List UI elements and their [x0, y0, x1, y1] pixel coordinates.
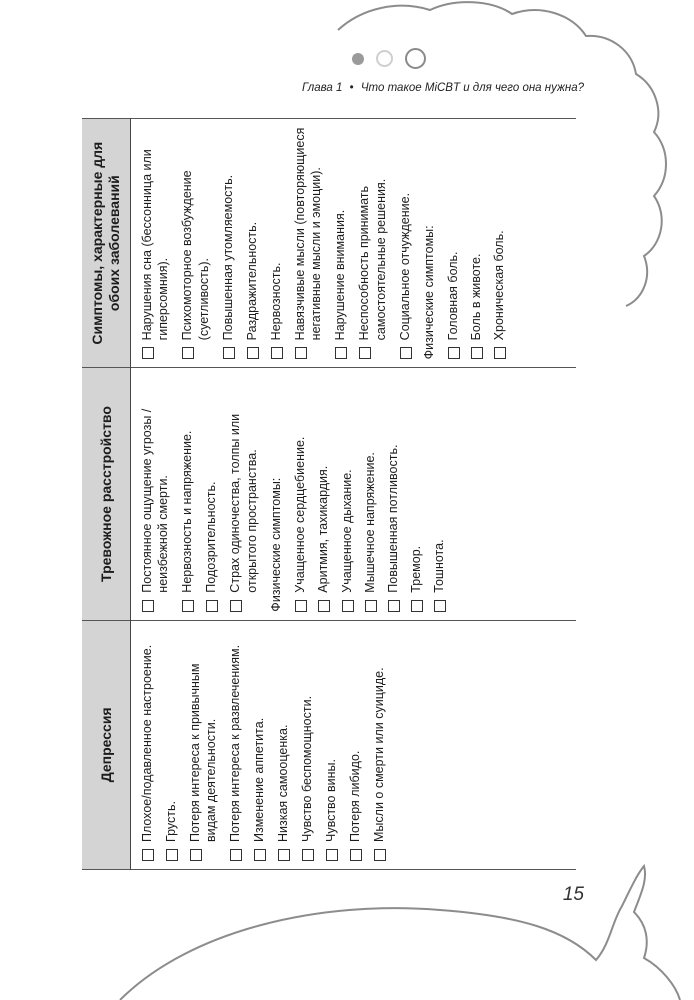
anxiety-column [131, 368, 577, 620]
checkbox[interactable] [182, 600, 194, 612]
checkbox[interactable] [471, 347, 483, 359]
item-text: Постоянное ощущение угрозы / неизбежной смерти. [140, 408, 171, 593]
checklist-item[interactable] [187, 627, 220, 861]
checklist-item[interactable] [385, 374, 401, 611]
checkbox[interactable] [295, 600, 307, 612]
item-text: Плохое/подавленное настроение. [140, 644, 154, 842]
header-depression: Депрессия [82, 620, 131, 869]
checkbox[interactable] [374, 849, 386, 861]
common-checklist [139, 125, 413, 359]
checklist-item[interactable] [356, 125, 389, 359]
physical-symptoms-label: Физические симптомы: [268, 477, 283, 612]
chapter-title: Что такое MiCBT и для чего она нужна? [360, 82, 584, 94]
checklist-item[interactable] [179, 125, 212, 359]
common-column [131, 119, 577, 368]
checklist-item[interactable] [139, 627, 155, 861]
checklist-item[interactable] [299, 627, 315, 861]
item-text: Навязчивые мысли (повторяющиеся негативные мысли и эмоции). [292, 127, 324, 341]
checklist-item[interactable] [179, 374, 195, 611]
checklist-item[interactable] [445, 125, 461, 359]
checklist-item[interactable] [315, 374, 331, 611]
item-text: Психомоторное возбуждение (суетливость). [180, 170, 211, 341]
checklist-item[interactable] [468, 125, 484, 359]
dot-hollow-dark [405, 48, 426, 69]
table-body-row [131, 119, 577, 870]
checklist-item[interactable] [408, 374, 424, 611]
item-text: Повышенная потливость. [386, 444, 401, 593]
checklist-item[interactable] [292, 374, 308, 611]
item-text: Социальное отчуждение. [397, 192, 412, 341]
checkbox[interactable] [230, 600, 242, 612]
depression-checklist [139, 627, 388, 861]
item-text: Чувство беспомощности. [300, 695, 315, 842]
checklist-item[interactable] [362, 374, 378, 611]
item-text: Тремор. [409, 545, 424, 593]
item-text: Тошнота. [432, 539, 447, 593]
checkbox[interactable] [335, 347, 347, 359]
checklist-item[interactable] [397, 125, 413, 359]
checklist-item[interactable] [227, 627, 243, 861]
checklist-item[interactable] [292, 125, 325, 359]
checklist-item[interactable] [139, 125, 172, 359]
symptom-table [82, 118, 576, 870]
item-text: Неспособность принимать самостоятельные решения. [357, 178, 388, 341]
cloud-outline-bottom [120, 866, 680, 1000]
item-text: Хроническая боль. [492, 230, 507, 341]
checkbox[interactable] [247, 347, 259, 359]
item-text: Повышенная утомляемость. [220, 174, 235, 341]
checklist-item[interactable] [203, 374, 219, 611]
item-text: Подозрительность. [204, 481, 219, 593]
checklist-item[interactable] [139, 374, 172, 611]
item-text: Головная боль. [446, 251, 461, 341]
checkbox[interactable] [350, 849, 362, 861]
physical-symptoms-label: Физические симптомы: [421, 225, 436, 360]
checkbox[interactable] [142, 600, 154, 612]
checklist-item[interactable] [491, 125, 507, 359]
item-text: Учащенное сердцебиение. [293, 436, 308, 593]
item-text: Низкая самооценка. [276, 724, 291, 842]
item-text: Раздражительность. [244, 221, 259, 341]
item-text: Чувство вины. [324, 759, 339, 842]
common-physical-checklist [445, 125, 508, 359]
checkbox[interactable] [365, 600, 377, 612]
checklist-item[interactable] [244, 125, 260, 359]
chapter-label: Глава 1 [302, 82, 343, 94]
checklist-item[interactable] [323, 627, 339, 861]
dot-hollow-light [376, 50, 393, 67]
checkbox[interactable] [400, 347, 412, 359]
checklist-item[interactable] [227, 374, 260, 611]
item-text: Мысли о смерти или суициде. [372, 667, 387, 842]
checklist-item[interactable] [332, 125, 348, 359]
checklist-item[interactable] [339, 374, 355, 611]
header-separator: • [349, 82, 354, 94]
header-common: Симптомы, характерные для обоих заболеваний [82, 119, 131, 368]
page-number: 15 [562, 884, 584, 905]
checkbox[interactable] [278, 849, 290, 861]
checkbox[interactable] [182, 347, 194, 359]
item-text: Боль в животе. [469, 253, 484, 341]
checklist-item[interactable] [431, 374, 447, 611]
checkbox[interactable] [326, 849, 338, 861]
item-text: Потеря интереса к привычным видам деятельности. [188, 663, 219, 842]
item-text: Нарушения сна (бессонница или гиперсомния). [140, 149, 171, 341]
checkbox[interactable] [230, 849, 242, 861]
rotated-table-container [82, 118, 576, 870]
item-text: Нервозность и напряжение. [180, 430, 195, 593]
symptom-table-area [82, 118, 576, 870]
checkbox[interactable] [295, 347, 307, 359]
checkbox[interactable] [166, 849, 178, 861]
checkbox[interactable] [190, 849, 202, 861]
checkbox[interactable] [448, 347, 460, 359]
checklist-item[interactable] [371, 627, 387, 861]
progress-dots [352, 48, 426, 69]
header-anxiety: Тревожное расстройство [82, 368, 131, 620]
checkbox[interactable] [359, 347, 371, 359]
anxiety-physical-checklist [292, 374, 448, 611]
checkbox[interactable] [494, 347, 506, 359]
running-header [200, 82, 584, 94]
checkbox[interactable] [318, 600, 330, 612]
checkbox[interactable] [434, 600, 446, 612]
checklist-item[interactable] [275, 627, 291, 861]
item-text: Учащенное дыхание. [339, 469, 354, 593]
item-text: Потеря интереса к развлечениям. [228, 644, 243, 842]
item-text: Нервозность. [268, 262, 283, 341]
dot-filled [352, 53, 364, 65]
checkbox[interactable] [142, 849, 154, 861]
anxiety-checklist [139, 374, 260, 611]
item-text: Нарушение внимания. [333, 209, 348, 341]
checkbox[interactable] [223, 347, 235, 359]
checkbox[interactable] [142, 347, 154, 359]
depression-column [131, 620, 577, 869]
item-text: Аритмия, тахикардия. [316, 465, 331, 593]
table-header-row [82, 119, 131, 870]
checklist-item[interactable] [347, 627, 363, 861]
item-text: Грусть. [164, 801, 178, 842]
checkbox[interactable] [388, 600, 400, 612]
checkbox[interactable] [302, 849, 314, 861]
checkbox[interactable] [254, 849, 266, 861]
item-text: Мышечное напряжение. [362, 452, 377, 593]
checkbox[interactable] [271, 347, 283, 359]
checklist-item[interactable] [268, 125, 284, 359]
checklist-item[interactable] [251, 627, 267, 861]
checklist-item[interactable] [220, 125, 236, 359]
item-text: Потеря либидо. [348, 750, 363, 842]
checkbox[interactable] [342, 600, 354, 612]
item-text: Страх одиночества, толпы или открытого пространства. [228, 413, 259, 593]
item-text: Изменение аппетита. [252, 717, 267, 842]
checkbox[interactable] [206, 600, 218, 612]
checklist-item[interactable] [163, 627, 179, 861]
checkbox[interactable] [411, 600, 423, 612]
